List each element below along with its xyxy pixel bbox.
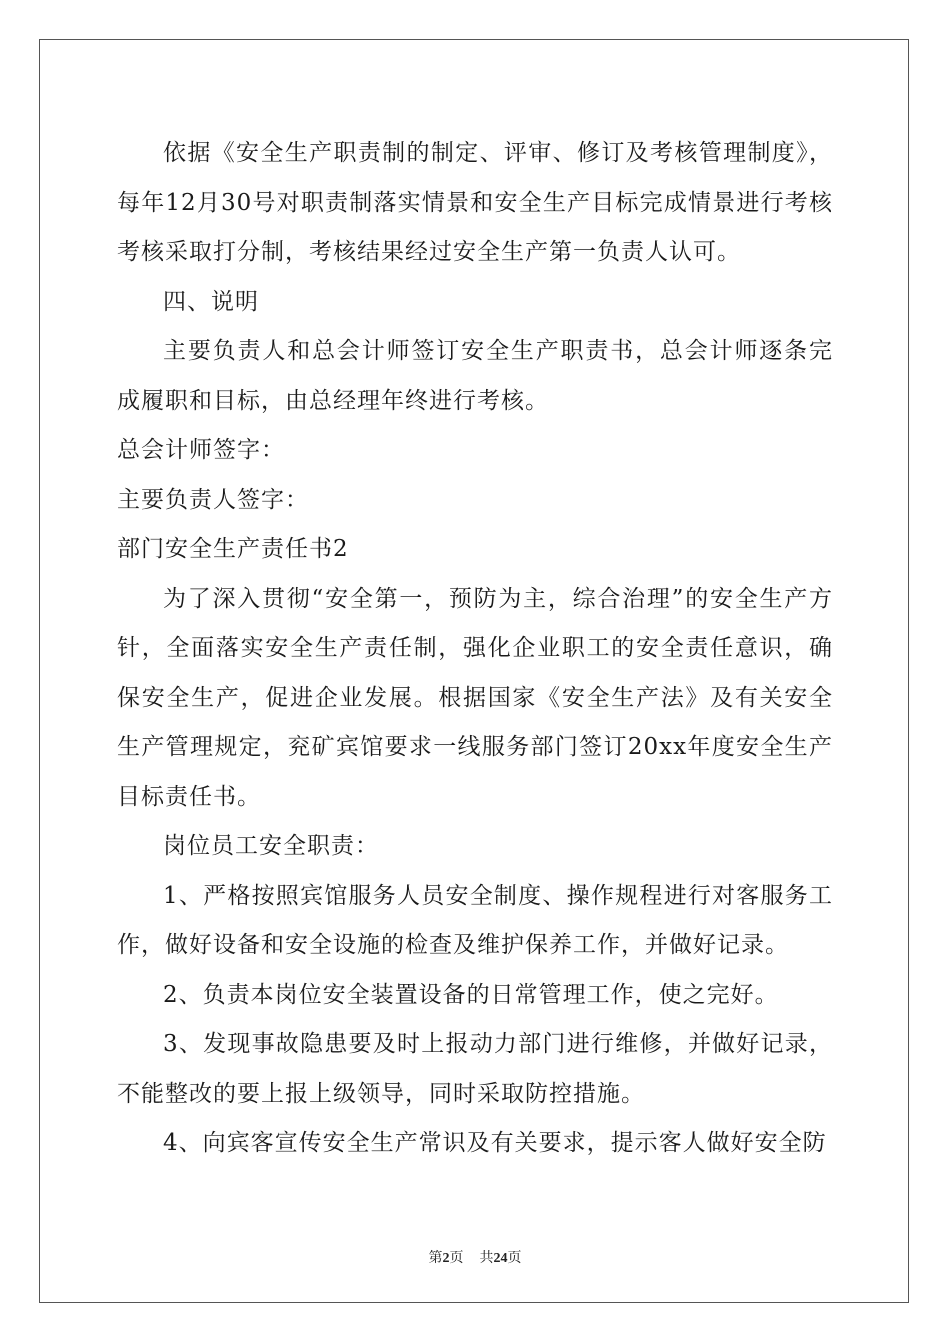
page-footer	[0, 1247, 950, 1267]
total-prefix: 共	[479, 1251, 494, 1266]
section-heading-duties: 岗位员工安全职责：	[163, 833, 379, 859]
document-body	[117, 129, 833, 1169]
paragraph-explanation: 主要负责人和总会计师签订安全生产职责书，总会计师逐条完成履职和目标，由总经理年终进行考核。	[117, 338, 833, 414]
duty-item-4: 4、向宾客宣传安全生产常识及有关要求，提示客人做好安全防	[163, 1130, 827, 1156]
page-suffix: 页	[449, 1251, 464, 1266]
total-pages: 24	[493, 1251, 508, 1266]
signature-line-principal: 主要负责人签字：	[117, 486, 309, 513]
duty-item-2: 2、负责本岗位安全装置设备的日常管理工作，使之完好。	[163, 981, 779, 1008]
page-number: 2	[442, 1251, 450, 1266]
paragraph-intro: 为了深入贯彻“安全第一，预防为主，综合治理”的安全生产方针，全面落实安全生产责任制，强化企业职工的安全责任意识，确保安全生产，促进企业发展。根据国家《安全生产法》及有关安全生产管理规定，兖矿宾馆要求一线服务部门签订20xx年度安全生产目标责任书。	[117, 585, 833, 810]
duty-item-1: 1、严格按照宾馆服务人员安全制度、操作规程进行对客服务工作，做好设备和安全设施的检查及维护保养工作，并做好记录。	[117, 882, 833, 958]
paragraph-assessment-basis: 依据《安全生产职责制的制定、评审、修订及考核管理制度》，每年12月30号对职责制落实情景和安全生产目标完成情景进行考核考核采取打分制，考核结果经过安全生产第一负责人认可。	[117, 140, 833, 265]
document-title-2: 部门安全生产责任书2	[117, 536, 349, 562]
section-heading-explanation: 四、说明	[163, 288, 259, 315]
duty-item-3: 3、发现事故隐患要及时上报动力部门进行维修，并做好记录，不能整改的要上报上级领导，同时采取防控措施。	[117, 1031, 833, 1107]
signature-line-chief-accountant: 总会计师签字：	[117, 437, 285, 463]
page-prefix: 第	[428, 1251, 443, 1266]
total-suffix: 页	[507, 1251, 522, 1266]
